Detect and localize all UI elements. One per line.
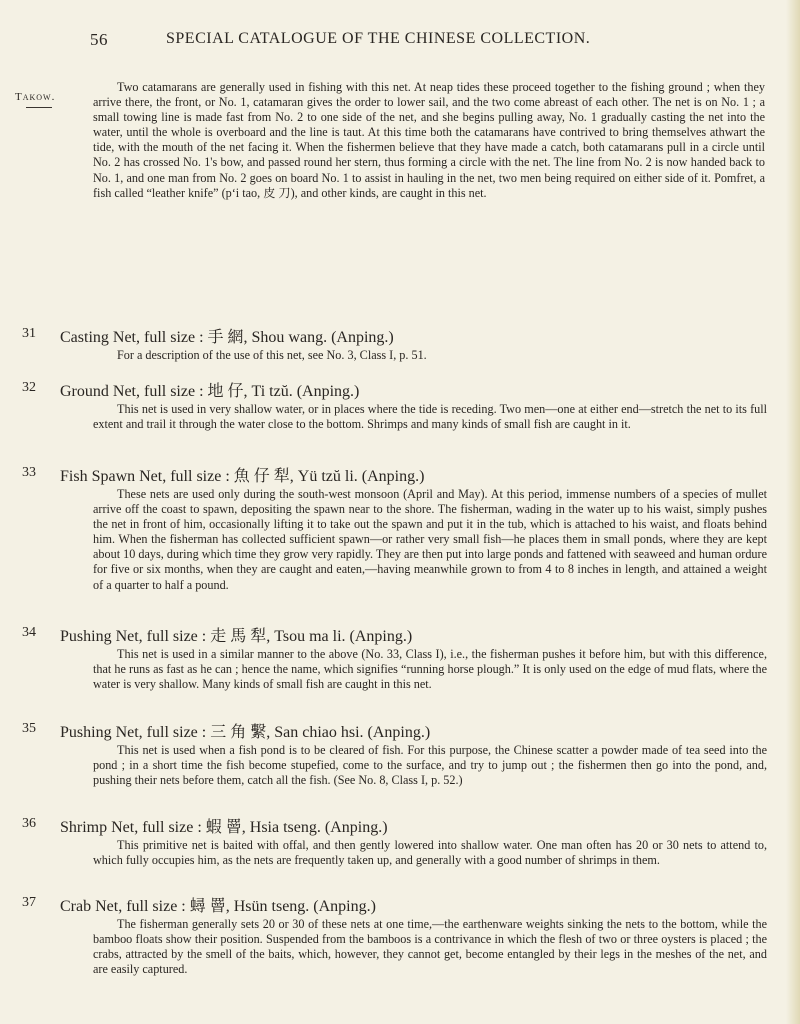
entry-number: 35: [22, 721, 36, 736]
entry-title: Crab Net, full size : 蟳 罾, Hsün tseng. (Anping.): [60, 898, 376, 915]
entry-number: 31: [22, 326, 36, 341]
page-edge-stain: [786, 0, 800, 1024]
margin-rule: [26, 107, 52, 108]
margin-note: Takow.: [15, 91, 56, 103]
entry-description: This net is used in very shallow water, or in places where the tide is receding. Two men—one at either end—stretch the net to its full extent and trail it through the water close to the bottom. Shrimps and many kinds of small fish are caught in it.: [93, 402, 767, 432]
entry-number: 36: [22, 816, 36, 831]
entry-description: The fisherman generally sets 20 or 30 of these nets at one time,—the earthenware weights sinking the nets to the bottom, while the bamboo floats show their position. Suspended from the bamboos is a contrivance in which the flesh of two or three oysters is placed ; the crabs, attracted by the smell of the baits, which, however, they cannot get, become entangled by their legs in the meshes of the net, and are easily captured.: [93, 917, 767, 977]
entry-description: These nets are used only during the south-west monsoon (April and May). At this period, immense numbers of a species of mullet arrive off the coast to spawn, depositing the spawn near to the shore. The fisherman, wading in the water up to his waist, simply pushes the net in front of him, occasionally lifting it to take out the spawn and put it in the tub, which is attached to his waist, and floats behind him. When the fisherman has collected sufficient spawn—or rather very small fish—he places them in small ponds, where they are kept about 10 days, during which time they grow very rapidly. They are then put into large ponds and fattened with seaweed and human ordure for five or six months, when they are caught and eaten,—having meanwhile grown to from 4 to 8 inches in length, and attained a weight of a quarter to half a pound.: [93, 487, 767, 592]
entry-description: For a description of the use of this net, see No. 3, Class I, p. 51.: [117, 348, 427, 362]
entry-number: 37: [22, 895, 36, 910]
entry-title: Ground Net, full size : 地 仔, Ti tzŭ. (Anping.): [60, 383, 360, 400]
running-title: SPECIAL CATALOGUE OF THE CHINESE COLLECTION.: [166, 30, 591, 47]
intro-paragraph: Two catamarans are generally used in fishing with this net. At neap tides these proceed together to the fishing ground ; when they arrive there, the front, or No. 1, catamaran gives the order to lower sail, and the two come abreast of each other. The net is on No. 1 ; a small towing line is made fast from No. 2 to one side of the net, and she begins pulling away, No. 1 gradually casting the net into the water, until the whole is overboard and the line is taut. At this time both the catamarans have contrived to bring themselves athwart the tide, with the mouth of the net facing it. When the fishermen believe that they have made a catch, both catamarans pull in a circle until No. 2 has crossed No. 1's bow, and passed round her stern, thus forming a circle with the net. The line from No. 2 is now handed back to No. 1, and one man from No. 2 goes on board No. 1 to assist in hauling in the net, two men being required on either side of it. Pomfret, a fish called “leather knife” (p‘i tao, 皮 刀), and other kinds, are caught in this net.: [93, 80, 765, 200]
entry-number: 32: [22, 380, 36, 395]
entry-title: Pushing Net, full size : 三 角 繫, San chiao hsi. (Anping.): [60, 724, 431, 741]
entry-description: This net is used when a fish pond is to be cleared of fish. For this purpose, the Chinese scatter a powder made of tea seed into the pond ; in a short time the fish become stupefied, come to the surface, and try to jump out ; the fishermen then go into the pond, and, pushing their nets before them, catch all the fish. (See No. 8, Class I, p. 52.): [93, 743, 767, 788]
entry-title: Shrimp Net, full size : 蝦 罾, Hsia tseng. (Anping.): [60, 819, 388, 836]
entry-description: This net is used in a similar manner to the above (No. 33, Class I), i.e., the fisherman pushes it before him, but with this difference, that he runs as fast as he can ; hence the name, which signifies “running horse plough.” It is only used on the edge of mud flats, where the water is very shallow. Many kinds of small fish are caught in this net.: [93, 647, 767, 692]
page-number: 56: [90, 30, 108, 49]
entry-title: Casting Net, full size : 手 網, Shou wang. (Anping.): [60, 329, 394, 346]
entry-title: Fish Spawn Net, full size : 魚 仔 犁, Yü tzŭ li. (Anping.): [60, 468, 425, 485]
entry-number: 33: [22, 465, 36, 480]
entry-title: Pushing Net, full size : 走 馬 犁, Tsou ma li. (Anping.): [60, 628, 413, 645]
entry-number: 34: [22, 625, 36, 640]
entry-description: This primitive net is baited with offal, and then gently lowered into shallow water. One man often has 20 or 30 nets to attend to, which fully occupies him, as the nets are frequently taken up, and generally with a good number of shrimps in them.: [93, 838, 767, 868]
